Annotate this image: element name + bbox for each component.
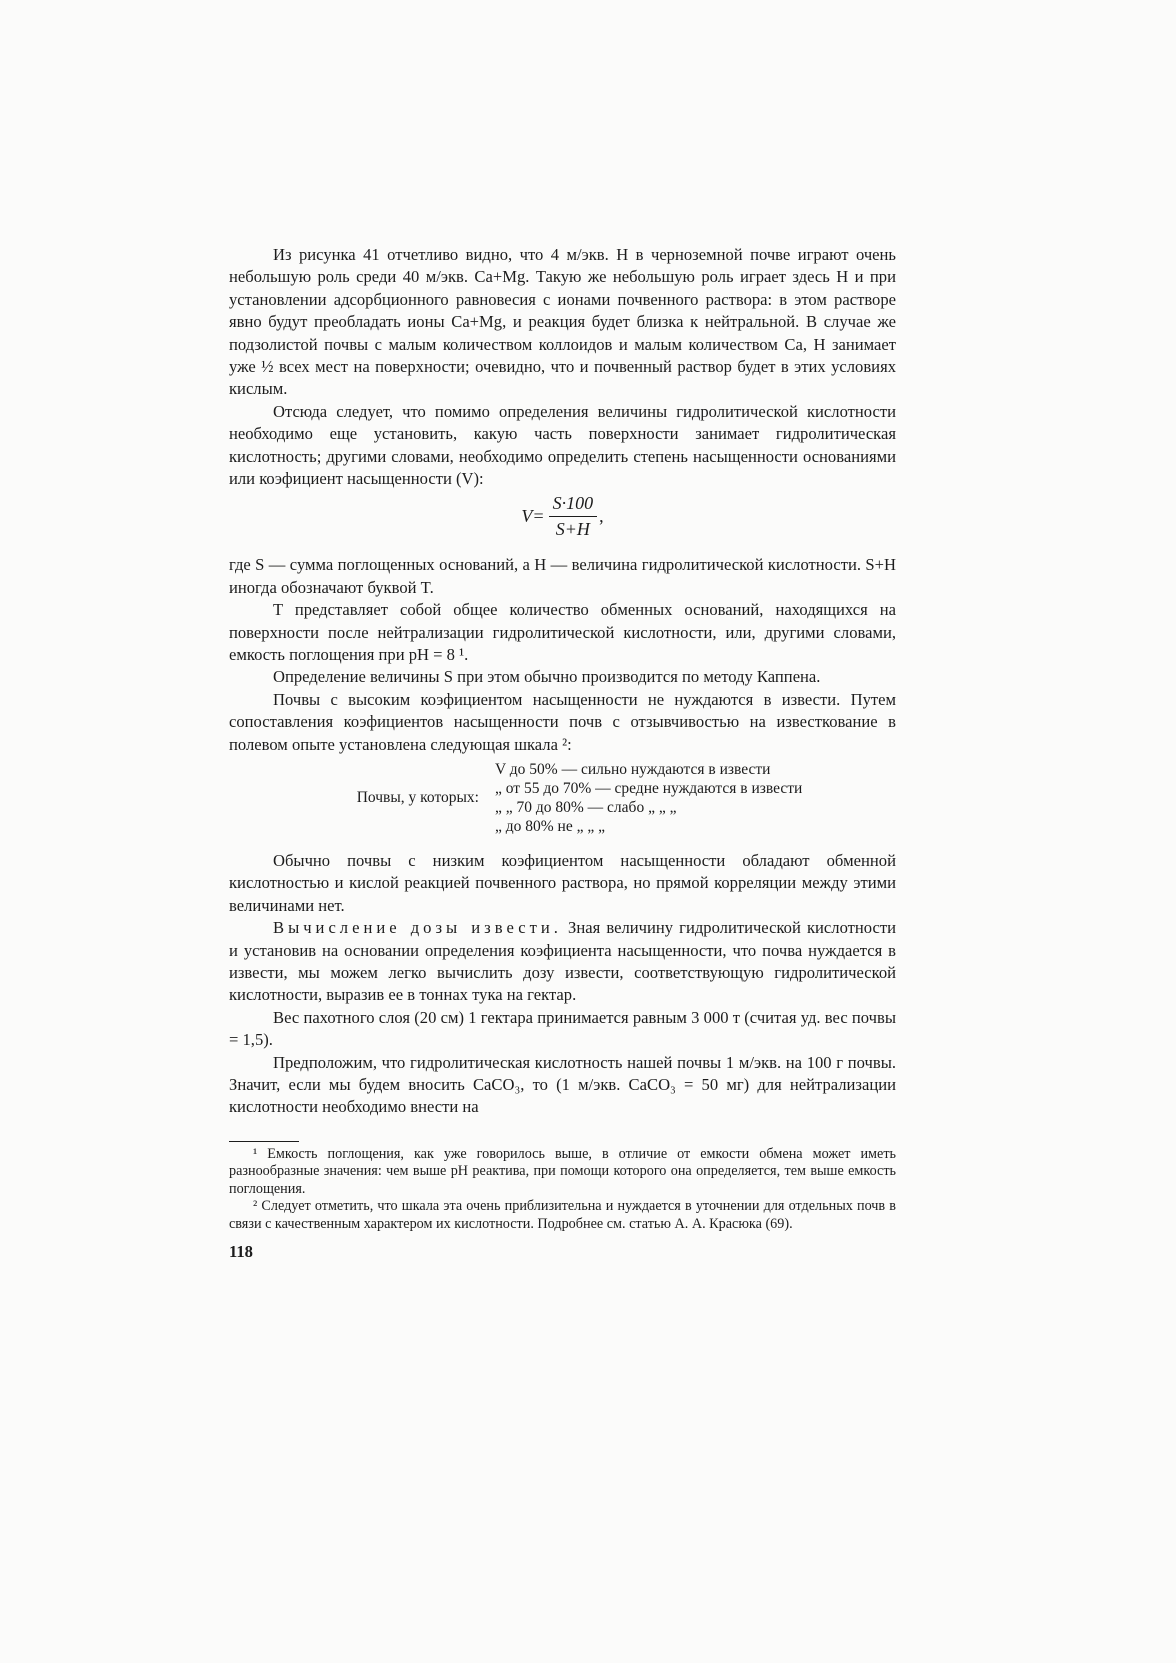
section-text: Зная величину гидролитической кислотности и установив на основании определения коэфициента насыщенности, что почва нуждается в извести, мы можем легко вычислить дозу извести, соответствующую гидролитической кислотности, выразив ее в тоннах тука на гектар. [229, 918, 896, 1005]
footnote-rule [229, 1141, 299, 1142]
paragraph-2: Отсюда следует, что помимо определения величины гидролитической кислотности необходимо еще установить, какую часть поверхности занимает гидролитическая кислотность; другими словами, необходимо определить степень насыщенности основаниями или коэфициент насыщенности (V): [229, 401, 896, 489]
footnote-1: ¹ Емкость поглощения, как уже говорилось выше, в отличие от емкости обмена может иметь разнообразные значения: чем выше pH реактива, при помощи которого она определяется, тем выше емкость поглощения. [229, 1145, 896, 1197]
saturation-scale [229, 760, 896, 836]
formula-numerator: S·100 [549, 492, 598, 516]
paragraph-3: где S — сумма поглощенных оснований, а H — величина гидролитической кислотности. S+H иногда обозначают буквой T. [229, 555, 896, 597]
paragraph-1: Из рисунка 41 отчетливо видно, что 4 м/экв. Н в черноземной почве играют очень небольшую роль среди 40 м/экв. Ca+Mg. Такую же небольшую роль играет здесь Н и при установлении адсорбционного равновесия с ионами почвенного раствора: в этом растворе явно будут преобладать ионы Ca+Mg, и реакция будет близка к нейтральной. В случае же подзолистой почвы с малым количеством коллоидов и малым количеством Са, Н занимает уже ½ всех мест на поверхности; очевидно, что и почвенный раствор будет в этих условиях кислым. [229, 245, 896, 399]
formula-fraction [549, 492, 598, 540]
formula-lhs: V= [521, 506, 545, 527]
section-paragraph [229, 917, 896, 1007]
scale-row: „ до 80% не „ „ „ [495, 817, 605, 835]
paragraph-7: Обычно почвы с низким коэфициентом насыщенности обладают обменной кислотностью и кислой реакцией почвенного раствора, но прямой корреляции между этими величинами нет. [229, 850, 896, 915]
paragraph-6: Почвы с высоким коэфициентом насыщенности не нуждаются в извести. Путем сопоставления коэфициентов насыщенности почв с отзывчивостью на известкование в полевом опыте установлена следующая шкала ²: [229, 689, 896, 754]
formula-denominator: S+H [555, 518, 590, 539]
scale-row: „ от 55 до 70% — средне нуждаются в извести [495, 779, 803, 797]
footnote-2: ² Следует отметить, что шкала эта очень приблизительна и нуждается в уточнении для отдельных почв в связи с качественным характером их кислотности. Подробнее см. статью А. А. Красюка (69). [229, 1198, 896, 1232]
paragraph-8: Вес пахотного слоя (20 см) 1 гектара принимается равным 3 000 т (считая уд. вес почвы = 1,5). [229, 1007, 896, 1050]
scale-rows [495, 760, 802, 836]
formula-tail: , [599, 506, 604, 527]
page-body [229, 244, 896, 1264]
paragraph-4: T представляет собой общее количество обменных оснований, находящихся на поверхности после нейтрализации гидролитической кислотности, или, другими словами, емкость поглощения при pH = 8 ¹. [229, 600, 896, 664]
page-number: 118 [229, 1242, 253, 1262]
paragraph-9: Предположим, что гидролитическая кислотность нашей почвы 1 м/экв. на 100 г почвы. Значит, если мы будем вносить CaCO₃, то (1 м/экв. CaCO₃ = 50 мг) для нейтрализации кислотности необходимо внести на [229, 1052, 896, 1117]
scale-row: V до 50% — сильно нуждаются в извести [495, 760, 771, 778]
scale-lead: Почвы, у которых: [356, 789, 479, 807]
saturation-formula [229, 492, 896, 540]
paragraph-5: Определение величины S при этом обычно производится по методу Каппена. [273, 667, 821, 687]
section-heading: Вычисление дозы извести. [273, 918, 562, 938]
scale-row: „ „ 70 до 80% — слабо „ „ „ [495, 798, 677, 816]
